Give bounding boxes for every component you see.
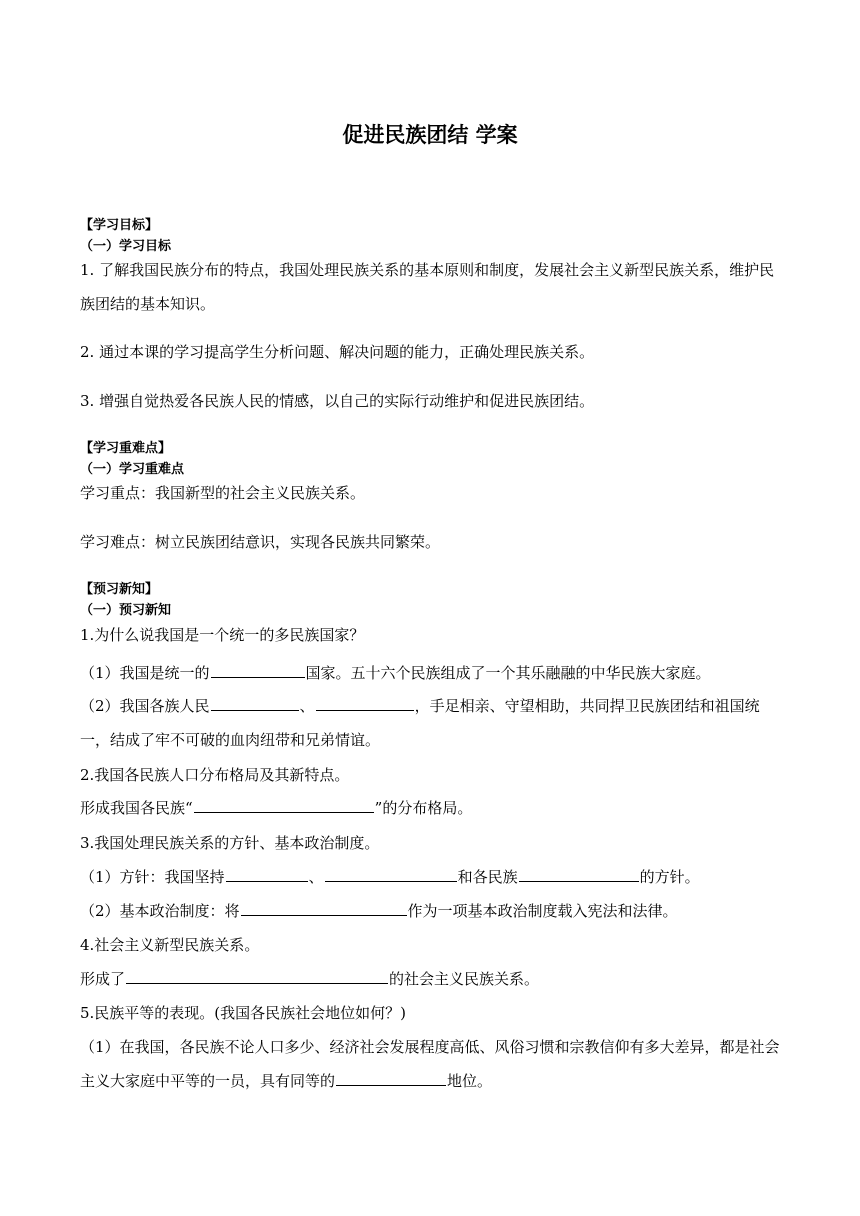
text: ”的分布格局。 xyxy=(374,799,473,817)
question-2: 2.我国各民族人口分布格局及其新特点。 xyxy=(80,766,350,784)
blank-line xyxy=(211,695,299,711)
question-5-item-1 xyxy=(80,1030,786,1098)
question-3: 3.我国处理民族关系的方针、基本政治制度。 xyxy=(80,834,380,852)
text: 形成了 xyxy=(80,970,126,988)
key-difficulty: 学习难点：树立民族团结意识，实现各民族共同繁荣。 xyxy=(80,533,441,551)
blank-line xyxy=(519,866,639,882)
question-5: 5.民族平等的表现。(我国各民族社会地位如何？) xyxy=(80,1004,407,1022)
goal-item-2: 2. 通过本课的学习提高学生分析问题、解决问题的能力，正确处理民族关系。 xyxy=(80,343,595,361)
page-title: 促进民族团结 学案 xyxy=(342,123,518,147)
text: 、 xyxy=(308,868,324,886)
text: 地位。 xyxy=(447,1072,493,1090)
text: （1）方针：我国坚持 xyxy=(80,868,225,886)
text: 和各民族 xyxy=(457,868,518,886)
key-focus: 学习重点：我国新型的社会主义民族关系。 xyxy=(80,484,366,502)
blank-line xyxy=(336,1070,446,1086)
text: 的社会主义民族关系。 xyxy=(389,970,540,988)
subsection-header-preview: （一）预习新知 xyxy=(80,603,172,618)
goal-item-1: 1. 了解我国民族分布的特点，我国处理民族关系的基本原则和制度，发展社会主义新型民族关系，维护民族团结的基本知识。 xyxy=(80,261,775,313)
text: （1）在我国，各民族不论人口多少、经济社会发展程度高低、风俗习惯和宗教信仰有多大差异，都是社会主义大家庭中平等的一员，具有同等的 xyxy=(80,1038,780,1090)
text: （1）我国是统一的 xyxy=(80,664,210,682)
subsection-header-goals: （一）学习目标 xyxy=(80,239,172,254)
section-header-preview: 【预习新知】 xyxy=(80,582,159,597)
blank-line xyxy=(126,968,388,984)
question-1-item-2 xyxy=(80,689,786,757)
blank-line xyxy=(325,866,457,882)
text: 、 xyxy=(299,697,315,715)
question-3-item-2 xyxy=(80,894,786,928)
question-1: 1.为什么说我国是一个统一的多民族国家？ xyxy=(80,626,365,644)
blank-line xyxy=(226,866,308,882)
blank-line xyxy=(211,662,305,678)
text: 形成我国各民族“ xyxy=(80,799,193,817)
blank-line xyxy=(241,900,407,916)
text: （2）我国各族人民 xyxy=(80,697,210,715)
text: 国家。五十六个民族组成了一个其乐融融的中华民族大家庭。 xyxy=(305,664,711,682)
text: 的方针。 xyxy=(639,868,700,886)
question-3-item-1 xyxy=(80,860,786,894)
question-2-answer xyxy=(80,791,786,825)
section-header-goals: 【学习目标】 xyxy=(80,218,159,233)
subsection-header-keys: （一）学习重难点 xyxy=(80,462,185,477)
text: 作为一项基本政治制度载入宪法和法律。 xyxy=(407,902,678,920)
blank-line xyxy=(194,797,374,813)
question-4-answer xyxy=(80,962,786,996)
text: （2）基本政治制度：将 xyxy=(80,902,240,920)
question-1-item-1 xyxy=(80,656,786,690)
blank-line xyxy=(316,695,414,711)
question-4: 4.社会主义新型民族关系。 xyxy=(80,936,260,954)
goal-item-3: 3. 增强自觉热爱各民族人民的情感，以自己的实际行动维护和促进民族团结。 xyxy=(80,392,595,410)
text: ，手足相亲、守望相助，共同捍卫民族团结和祖国统一，结成了牢不可破的血肉纽带和兄弟情谊。 xyxy=(80,697,760,749)
section-header-keys: 【学习重难点】 xyxy=(80,441,172,456)
